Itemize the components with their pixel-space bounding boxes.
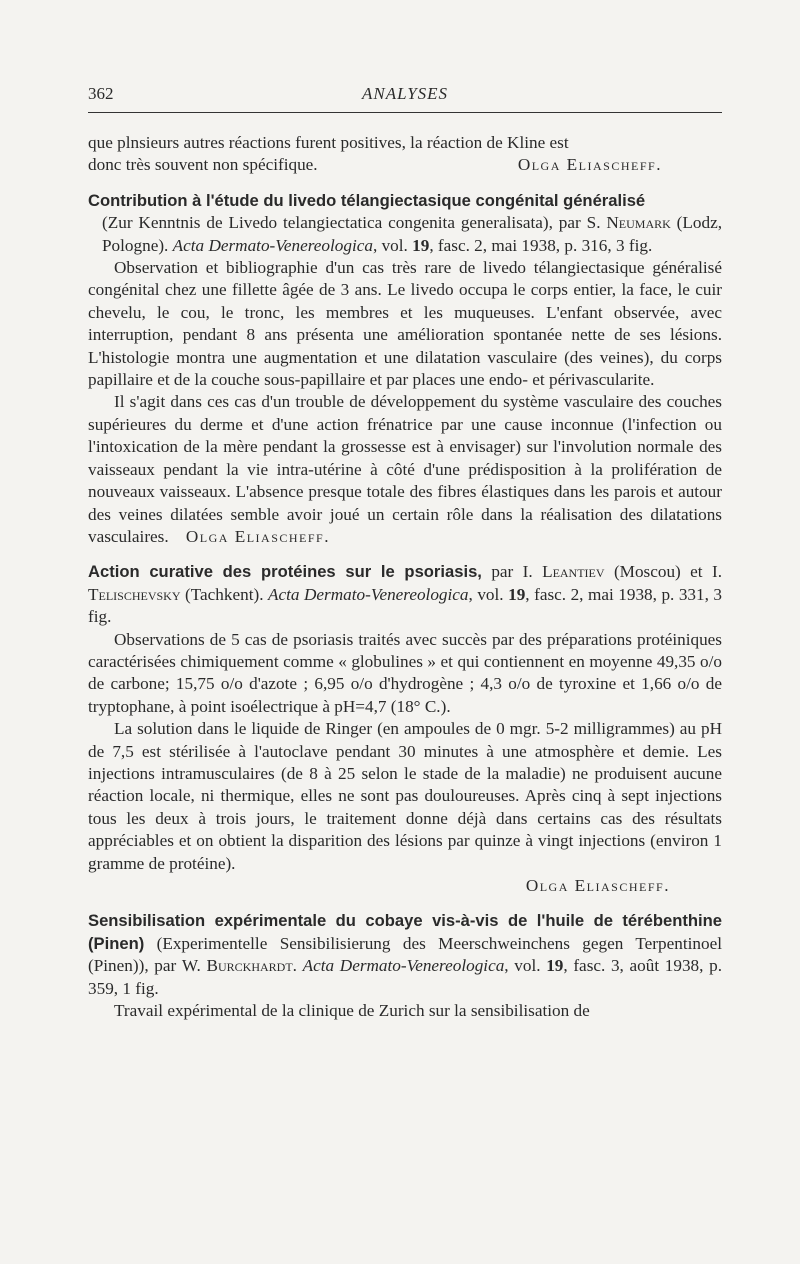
header-rule bbox=[88, 112, 722, 113]
entry-2-paragraph-2: La solution dans le liquide de Ringer (en ampoules de 0 mgr. 5-2 milligrammes) au pH de 7,5 est stérilisée à l'autoclave pendant 30 minutes à une atmosphère et demie. Les injections intramusculaires (de 8 à 25 selon le stade de la maladie) ne produisent aucune réaction locale, ni thermique, elles ne sont pas douloureuses. Après cinq à sept injections tous les deux à trois jours, le traitement donne déjà dans certains cas des résultats appréciables et on obtient la disparition des lésions par quinze à vingt injections (environ 1 gramme de protéine). bbox=[88, 719, 722, 873]
entry-3-title: Sensibilisation expérimentale du cobaye vis-à-vis de l'huile de térébenthine (Pinen) bbox=[88, 911, 722, 953]
entry-3-paragraph-1: Travail expérimental de la clinique de Zurich sur la sensibilisation de bbox=[114, 1001, 590, 1021]
document-page bbox=[88, 84, 723, 1021]
entry-1-signature: Olga Eliascheff. bbox=[185, 526, 331, 546]
entry-2-reference: Action curative des protéines sur le psoriasis, par I. Leantiev (Moscou) et I. Telischevsky (Tachkent). Acta Dermato-Venereologica, vol. 19, fasc. 2, mai 1938, p. 331, 3 fig. bbox=[88, 562, 723, 627]
intro-closing-line: donc très souvent non spécifique. Olga Eliascheff. bbox=[88, 154, 722, 176]
entry-1-reference: (Zur Kenntnis de Livedo telangiectatica congenita generalisata), par S. Neumark (Lodz, Pologne). Acta Dermato-Venereologica, vol. 19, fasc. 2, mai 1938, p. 316, 3 fig. bbox=[102, 213, 723, 255]
intro-signature: Olga Eliascheff. bbox=[517, 155, 662, 175]
entry-3-reference: Sensibilisation expérimentale du cobaye vis-à-vis de l'huile de térébenthine (Pinen) (Experimentelle Sensibilisierung des Meerschweinchens gegen Terpentinoel (Pinen)), par W. Burckhardt. Acta Dermato-Venereologica, vol. 19, fasc. 3, août 1938, p. 359, 1 fig. bbox=[88, 911, 723, 998]
entry-3-journal: Acta Dermato-Venereologica bbox=[302, 956, 505, 976]
entry-2-signature: Olga Eliascheff. bbox=[525, 876, 670, 895]
page-number: 362 bbox=[88, 84, 114, 103]
entry-1-author: S. Neumark bbox=[586, 213, 671, 233]
entry-2-author-2: I. Telischevsky bbox=[88, 562, 722, 604]
entry-2-author-1: I. Leantiev bbox=[522, 562, 605, 582]
entry-1-journal: Acta Dermato-Venereologica bbox=[172, 235, 373, 255]
review-entry-1 bbox=[88, 190, 722, 549]
entry-1-paragraph-1: Observation et bibliographie d'un cas très rare de livedo télangiectasique généralisé congénital chez une fillette âgée de 3 ans. Le livedo occupa le corps entier, la face, le cuir chevelu, le cou, le tronc, les membres et les muqueuses. L'enfant observée, avec interruption, pendant 8 ans présenta une amélioration spontanée nette de ses lésions. L'histologie montra une augmentation et une dilatation vasculaire (des veines), du corps papillaire et de la couche sous-papillaire et par places une endo- et périvascularite. bbox=[88, 258, 722, 390]
entry-2-title: Action curative des protéines sur le psoriasis, bbox=[88, 562, 482, 582]
entry-2-paragraph-1: Observations de 5 cas de psoriasis traités avec succès par des préparations protéiniques caractérisées chimiquement comme « globulines » et qui contiennent en moyenne 49,35 o/o de carbone; 15,75 o/o d'azote ; 6,95 o/o d'hydrogène ; 4,3 o/o de tyroxine et 1,66 o/o de tryptophane, à point isoélectrique à pH=4,7 (18° C.). bbox=[88, 629, 722, 716]
entry-1-title: Contribution à l'étude du livedo télangiectasique congénital généralisé bbox=[88, 190, 646, 210]
entry-3-author: W. Burckhardt. bbox=[181, 956, 297, 976]
intro-text: que plnsieurs autres réactions furent positives, la réaction de Kline est bbox=[88, 133, 569, 152]
entry-1-heading bbox=[88, 190, 722, 212]
entry-1-paragraph-2: Il s'agit dans ces cas d'un trouble de développement du système vasculaire des couches supérieures du derme et d'une action frénatrice par une cause inconnue (l'infection ou l'intoxication de la mère pendant la grossesse est à envisager) sur l'involution normale des vaisseaux pendant la vie intra-utérine à côté d'une prédisposition à la prolifération de nouveaux vaisseaux. L'absence presque totale des fibres élastiques dans les parois et autour des veines dilatées semble avoir joué un certain rôle dans la réalisation des dilatations vasculaires. Olga Eliascheff. bbox=[88, 392, 722, 546]
entry-2-journal: Acta Dermato-Venereologica bbox=[268, 584, 469, 604]
page-content bbox=[88, 132, 722, 1022]
running-head bbox=[88, 84, 722, 110]
review-entry-2 bbox=[88, 561, 722, 897]
entry-2-signature-line bbox=[88, 875, 722, 897]
review-entry-3 bbox=[88, 910, 722, 1022]
running-title: ANALYSES bbox=[361, 84, 449, 103]
